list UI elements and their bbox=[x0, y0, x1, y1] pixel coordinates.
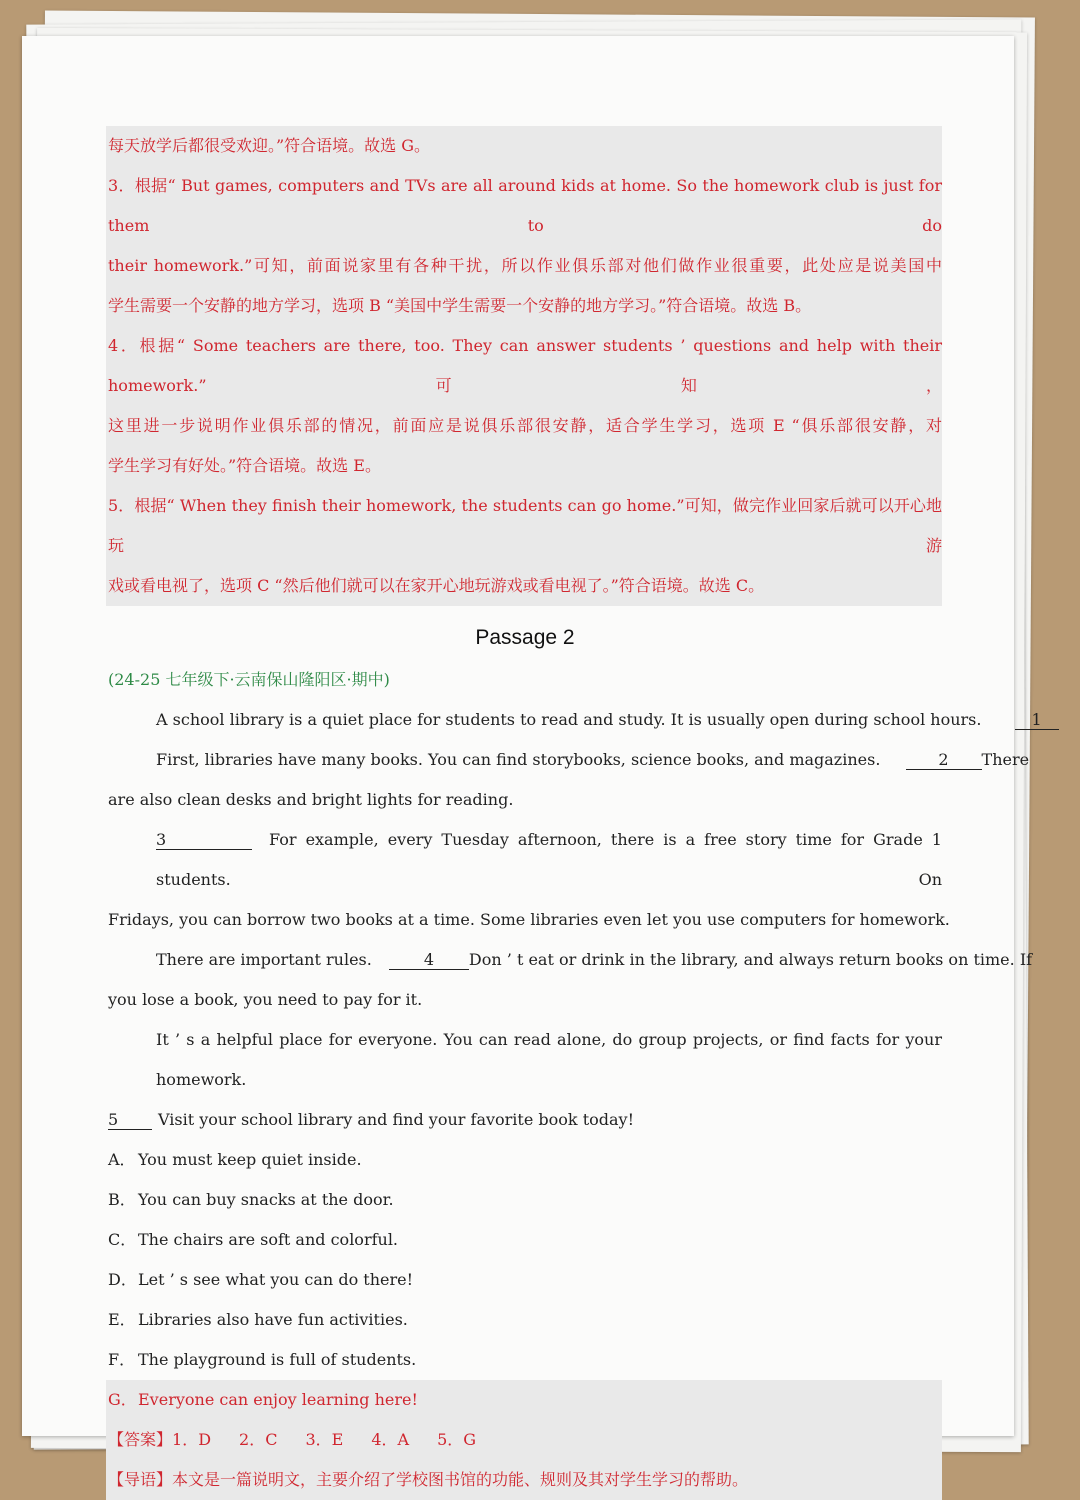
explanation-line: 戏或看电视了，选项 C “然后他们就可以在家开心地玩游戏或看电视了。”符合语境。故选 C。 bbox=[108, 576, 765, 595]
passage-paragraph bbox=[108, 700, 1042, 740]
option-letter: C． bbox=[108, 1230, 137, 1249]
option-text: You can buy snacks at the door. bbox=[138, 1190, 394, 1209]
passage-text: For example, every Tuesday afternoon, there is a free story time for Grade 1 students. On bbox=[156, 830, 942, 889]
answer-item: 3．E bbox=[305, 1430, 344, 1449]
option-text: The chairs are soft and colorful. bbox=[138, 1230, 399, 1249]
explanation-line: 4．根据“ Some teachers are there, too. They can answer students ’ questions and help with their homework.”可知， bbox=[108, 336, 942, 395]
passage-paragraph bbox=[108, 820, 942, 900]
passage-text: It ’ s a helpful place for everyone. You can read alone, do group projects, or find facts for your homework. bbox=[156, 1030, 942, 1089]
guide-label: 【导语】 bbox=[108, 1470, 173, 1489]
blank-1: 1 bbox=[1015, 711, 1059, 730]
passage-text: Fridays, you can borrow two books at a time. Some libraries even let you use computers for homework. bbox=[108, 910, 950, 929]
guide-line bbox=[108, 1460, 942, 1500]
option-letter: B． bbox=[108, 1190, 136, 1209]
option-text: Let ’ s see what you can do there! bbox=[138, 1270, 414, 1289]
blank-4: 4 bbox=[389, 951, 469, 970]
option-letter: G． bbox=[108, 1390, 137, 1409]
explanation-line: 这里进一步说明作业俱乐部的情况，前面应是说俱乐部很安静，适合学生学习，选项 E “俱乐部很安静，对 bbox=[108, 416, 942, 435]
passage-text: you lose a book, you need to pay for it. bbox=[108, 990, 423, 1009]
passage-text: First, libraries have many books. You can find storybooks, science books, and magazines. bbox=[156, 750, 881, 769]
option-text: You must keep quiet inside. bbox=[138, 1150, 362, 1169]
passage-text: are also clean desks and bright lights for reading. bbox=[108, 790, 514, 809]
option-text: Libraries also have fun activities. bbox=[138, 1310, 408, 1329]
passage-text: Don ’ t eat or drink in the library, and always return books on time. If bbox=[468, 950, 1033, 969]
option-letter: E． bbox=[108, 1310, 136, 1329]
blank-5: 5 bbox=[108, 1111, 152, 1130]
passage-source: (24-25 七年级下·云南保山隆阳区·期中) bbox=[108, 670, 390, 689]
answer-item: 1．D bbox=[172, 1430, 212, 1449]
option-text: The playground is full of students. bbox=[138, 1350, 417, 1369]
answer-item: 4．A bbox=[371, 1430, 410, 1449]
explanation-line: 学生学习有好处。”符合语境。故选 E。 bbox=[108, 456, 381, 475]
option-b bbox=[108, 1180, 942, 1220]
option-d bbox=[108, 1260, 942, 1300]
option-c bbox=[108, 1220, 942, 1260]
option-g bbox=[108, 1380, 942, 1420]
passage-paragraph bbox=[108, 1020, 942, 1100]
passage-paragraph bbox=[108, 740, 1030, 780]
answer-block bbox=[106, 1380, 942, 1500]
option-letter: D． bbox=[108, 1270, 137, 1289]
explanation-block bbox=[106, 126, 942, 606]
answer-label: 【答案】 bbox=[108, 1430, 173, 1449]
passage-title: Passage 2 bbox=[475, 626, 575, 649]
answer-item: 5．G bbox=[437, 1430, 477, 1449]
blank-2: 2 bbox=[906, 751, 982, 770]
option-e bbox=[108, 1300, 942, 1340]
option-a bbox=[108, 1140, 942, 1180]
option-letter: A． bbox=[108, 1150, 136, 1169]
explanation-line: 3．根据“ But games, computers and TVs are all around kids at home. So the homework club is just for them to do bbox=[108, 176, 942, 235]
document-page bbox=[22, 36, 1042, 1489]
answer-key bbox=[108, 1420, 942, 1460]
passage-text: There are important rules. bbox=[156, 950, 372, 969]
passage-text: There bbox=[981, 750, 1030, 769]
blank-3: 3 bbox=[156, 831, 252, 850]
option-letter: F． bbox=[108, 1350, 136, 1369]
option-text: Everyone can enjoy learning here! bbox=[138, 1390, 418, 1409]
explanation-line: 学生需要一个安静的地方学习，选项 B “美国中学生需要一个安静的地方学习。”符合语境。故选 B。 bbox=[108, 296, 812, 315]
answer-item: 2．C bbox=[239, 1430, 278, 1449]
guide-text: 本文是一篇说明文，主要介绍了学校图书馆的功能、规则及其对学生学习的帮助。 bbox=[172, 1470, 749, 1489]
explanation-line: 每天放学后都很受欢迎。”符合语境。故选 G。 bbox=[108, 136, 431, 155]
passage-paragraph bbox=[108, 940, 1033, 980]
option-f bbox=[108, 1340, 942, 1380]
explanation-line: their homework.”可知，前面说家里有各种干扰，所以作业俱乐部对他们做作业很重要，此处应是说美国中 bbox=[108, 256, 942, 275]
passage-text: Visit your school library and find your favorite book today! bbox=[158, 1110, 634, 1129]
page-content bbox=[108, 126, 1042, 1500]
explanation-line: 5．根据“ When they finish their homework, the students can go home.”可知，做完作业回家后就可以开心地玩游 bbox=[108, 496, 942, 555]
passage-text: A school library is a quiet place for students to read and study. It is usually open during school hours. bbox=[156, 710, 982, 729]
passage-paragraph bbox=[108, 1100, 942, 1140]
